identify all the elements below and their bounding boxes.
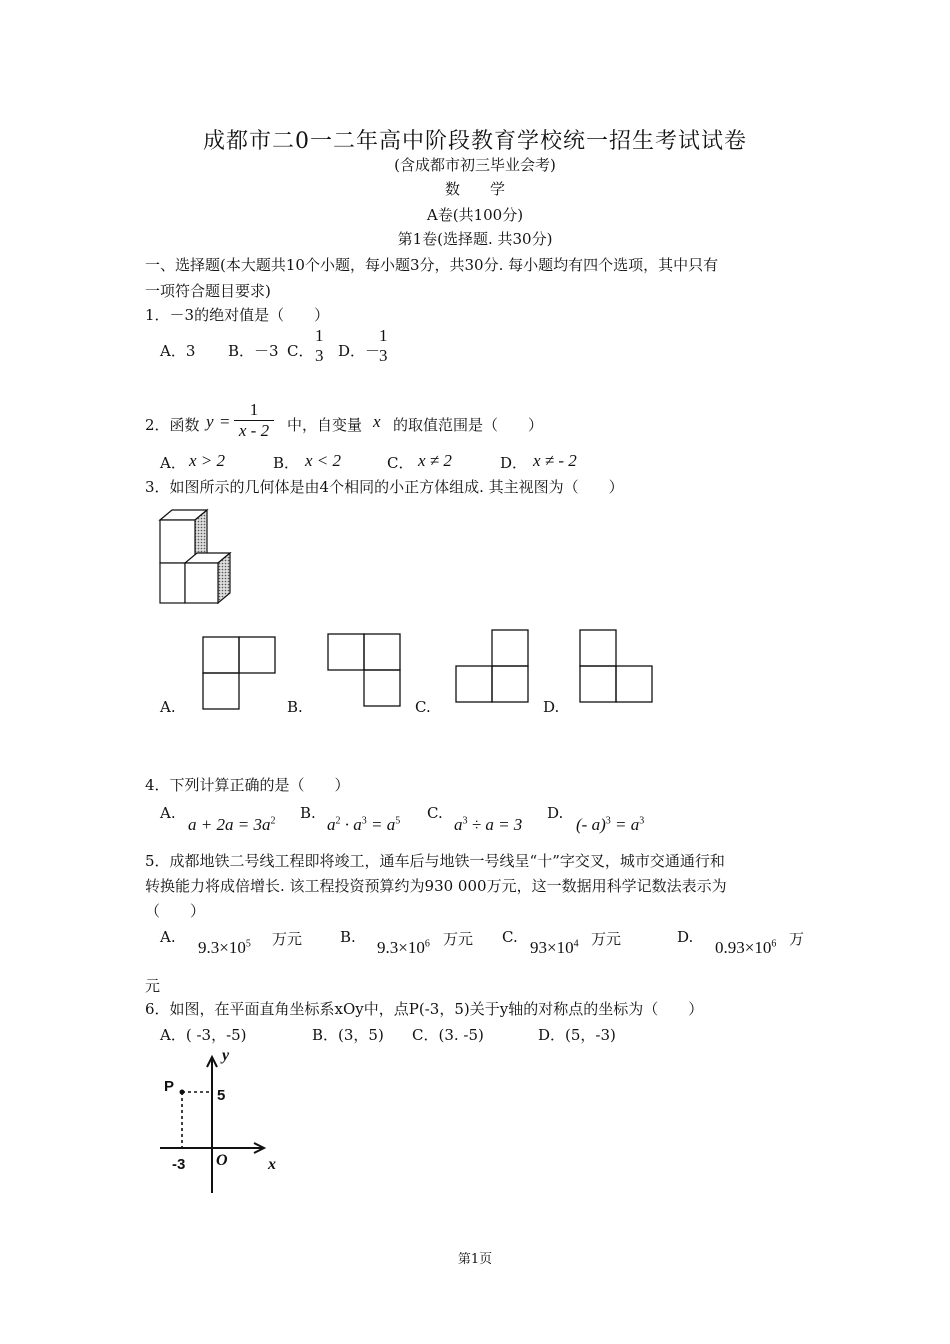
page-subtitle: (含成都市初三毕业会考) <box>394 156 556 174</box>
q5-option-a-label: A. <box>160 928 176 946</box>
q2-option-b: x < 2 <box>305 451 342 470</box>
q5-option-d-unit: 万 <box>789 930 805 948</box>
q4-b2-sup: 3 <box>361 815 367 827</box>
q4-b1: a <box>327 815 336 834</box>
q4-b3: = a <box>366 815 396 834</box>
q5-b-value: 9.3×10 <box>377 938 425 957</box>
q1-option-d-label: D．－ <box>338 342 381 360</box>
q2-option-c-label: C． <box>387 454 414 472</box>
q4-b3-sup: 5 <box>395 815 401 827</box>
q5-c-value: 93×10 <box>530 938 574 957</box>
q4-option-d <box>576 815 644 835</box>
q4-option-c-label: C. <box>427 804 443 822</box>
q1-option-b: B．－3 <box>228 342 279 360</box>
q4-d2-sup: 3 <box>639 815 645 827</box>
q4-option-b-label: B. <box>300 804 316 822</box>
q3-option-d-figure <box>577 627 655 705</box>
q5-option-b-unit: 万元 <box>443 930 474 948</box>
volume-heading: 第1卷(选择题. 共30分) <box>397 230 553 248</box>
page-title: 成都市二0一二年高中阶段教育学校统一招生考试试卷 <box>203 129 747 154</box>
q4-b1-sup: 2 <box>335 815 341 827</box>
q5-option-b-label: B. <box>340 928 356 946</box>
subject-heading: 数 学 <box>444 180 505 198</box>
q1-option-c-fraction <box>313 326 326 366</box>
q3-option-b: B. <box>287 698 303 716</box>
q1-c-numerator: 1 <box>315 326 324 345</box>
q4-option-b <box>327 815 400 835</box>
q1-stem: 1．－3的绝对值是（ ） <box>145 306 330 324</box>
q4-option-d-label: D. <box>547 804 564 822</box>
q2-option-c: x ≠ 2 <box>418 451 452 470</box>
q3-stem: 3．如图所示的几何体是由4个相同的小正方体组成. 其主视图为（ ） <box>145 478 624 496</box>
q4-d1-sup: 3 <box>605 815 611 827</box>
q4-option-c <box>454 815 522 835</box>
q3-cube-figure <box>155 505 255 610</box>
q5-d-sup: 6 <box>771 938 777 950</box>
q1-c-denominator: 3 <box>315 346 324 365</box>
q5-a-value: 9.3×10 <box>198 938 246 957</box>
section-instruction-line2: 一项符合题目要求) <box>145 282 271 300</box>
q3-option-c: C. <box>415 698 431 716</box>
q2-option-d: x ≠ - 2 <box>533 451 577 470</box>
q2-denominator: x - 2 <box>234 420 274 441</box>
q5-c-sup: 4 <box>573 938 579 950</box>
q2-option-a: x > 2 <box>189 451 226 470</box>
q2-option-b-label: B． <box>273 454 300 472</box>
q6-option-c: C．(3. -5) <box>412 1026 484 1044</box>
q3-option-d: D. <box>543 698 560 716</box>
q1-option-c-label: C． <box>287 342 314 360</box>
q3-option-c-figure <box>453 627 531 705</box>
q5-d-value: 0.93×10 <box>715 938 772 957</box>
q5-option-c-unit: 万元 <box>591 930 622 948</box>
q2-y: y <box>206 412 214 431</box>
q2-variable: x <box>373 412 381 431</box>
q4-b2: · a <box>340 815 362 834</box>
q6-option-d: D．(5，-3) <box>538 1026 616 1044</box>
q2-fraction <box>234 400 274 441</box>
q4-c1-sup: 3 <box>462 815 468 827</box>
q5-option-a <box>198 938 251 958</box>
q6-y-tick-label: 5 <box>217 1087 226 1104</box>
q3-option-b-figure <box>325 631 403 709</box>
q2-option-a-label: A． <box>160 454 186 472</box>
q4-a-expr: a + 2a = 3a <box>188 815 271 834</box>
section-instruction-line1: 一、选择题(本大题共10个小题，每小题3分，共30分. 每小题均有四个选项，其中只有 <box>145 256 719 274</box>
q4-c1: a <box>454 815 463 834</box>
q6-x-tick-label: -3 <box>172 1156 186 1173</box>
q4-c2: ÷ a = 3 <box>467 815 523 834</box>
q2-stem-end: 的取值范围是（ ） <box>393 416 544 434</box>
q3-option-a: A. <box>160 698 176 716</box>
part-heading: A卷(共100分) <box>426 206 524 224</box>
q6-coordinate-figure <box>150 1045 290 1200</box>
q5-option-d <box>715 938 776 958</box>
q6-x-axis-label: x <box>268 1156 276 1173</box>
q5-option-a-unit: 万元 <box>272 930 303 948</box>
q5-option-d-label: D. <box>677 928 694 946</box>
q4-option-a-label: A. <box>160 804 176 822</box>
q5-option-d-unit-wrap: 元 <box>145 977 161 995</box>
q2-stem-prefix: 2．函数 <box>145 416 200 434</box>
q6-point-label: P <box>164 1078 175 1095</box>
q4-a-sup: 2 <box>270 815 276 827</box>
q3-option-a-figure <box>200 634 278 712</box>
q1-option-a: A．3 <box>160 342 196 360</box>
q6-option-a: A．( -3，-5) <box>160 1026 247 1044</box>
q6-option-b: B．(3，5) <box>312 1026 384 1044</box>
q6-y-axis-label: y <box>222 1047 230 1064</box>
q5-line3: （ ） <box>145 902 206 920</box>
q5-line2: 转换能力将成倍增长. 该工程投资预算约为930 000万元，这一数据用科学记数法表示为 <box>145 877 727 895</box>
q2-stem-middle: 中，自变量 <box>287 416 363 434</box>
q1-option-d-fraction <box>377 326 390 366</box>
page-number: 第1页 <box>457 1252 493 1267</box>
q5-option-c <box>530 938 579 958</box>
q5-line1: 5．成都地铁二号线工程即将竣工，通车后与地铁一号线呈“十”字交叉，城市交通通行和 <box>145 852 725 870</box>
q5-option-c-label: C. <box>502 928 518 946</box>
q4-d1: (- a) <box>576 815 606 834</box>
q5-option-b <box>377 938 430 958</box>
q2-numerator: 1 <box>249 400 259 419</box>
q6-origin-label: O <box>216 1152 228 1169</box>
q1-d-denominator: 3 <box>379 346 388 365</box>
q4-stem: 4．下列计算正确的是（ ） <box>145 776 350 794</box>
q2-equals: = <box>220 412 230 431</box>
q4-d2: = a <box>610 815 640 834</box>
q5-b-sup: 6 <box>424 938 430 950</box>
q5-a-sup: 5 <box>245 938 251 950</box>
q1-d-numerator: 1 <box>379 326 388 345</box>
q4-option-a <box>188 815 275 835</box>
q6-stem: 6．如图，在平面直角坐标系xOy中，点P(-3，5)关于y轴的对称点的坐标为（ ） <box>145 1000 704 1018</box>
q2-option-d-label: D． <box>500 454 528 472</box>
